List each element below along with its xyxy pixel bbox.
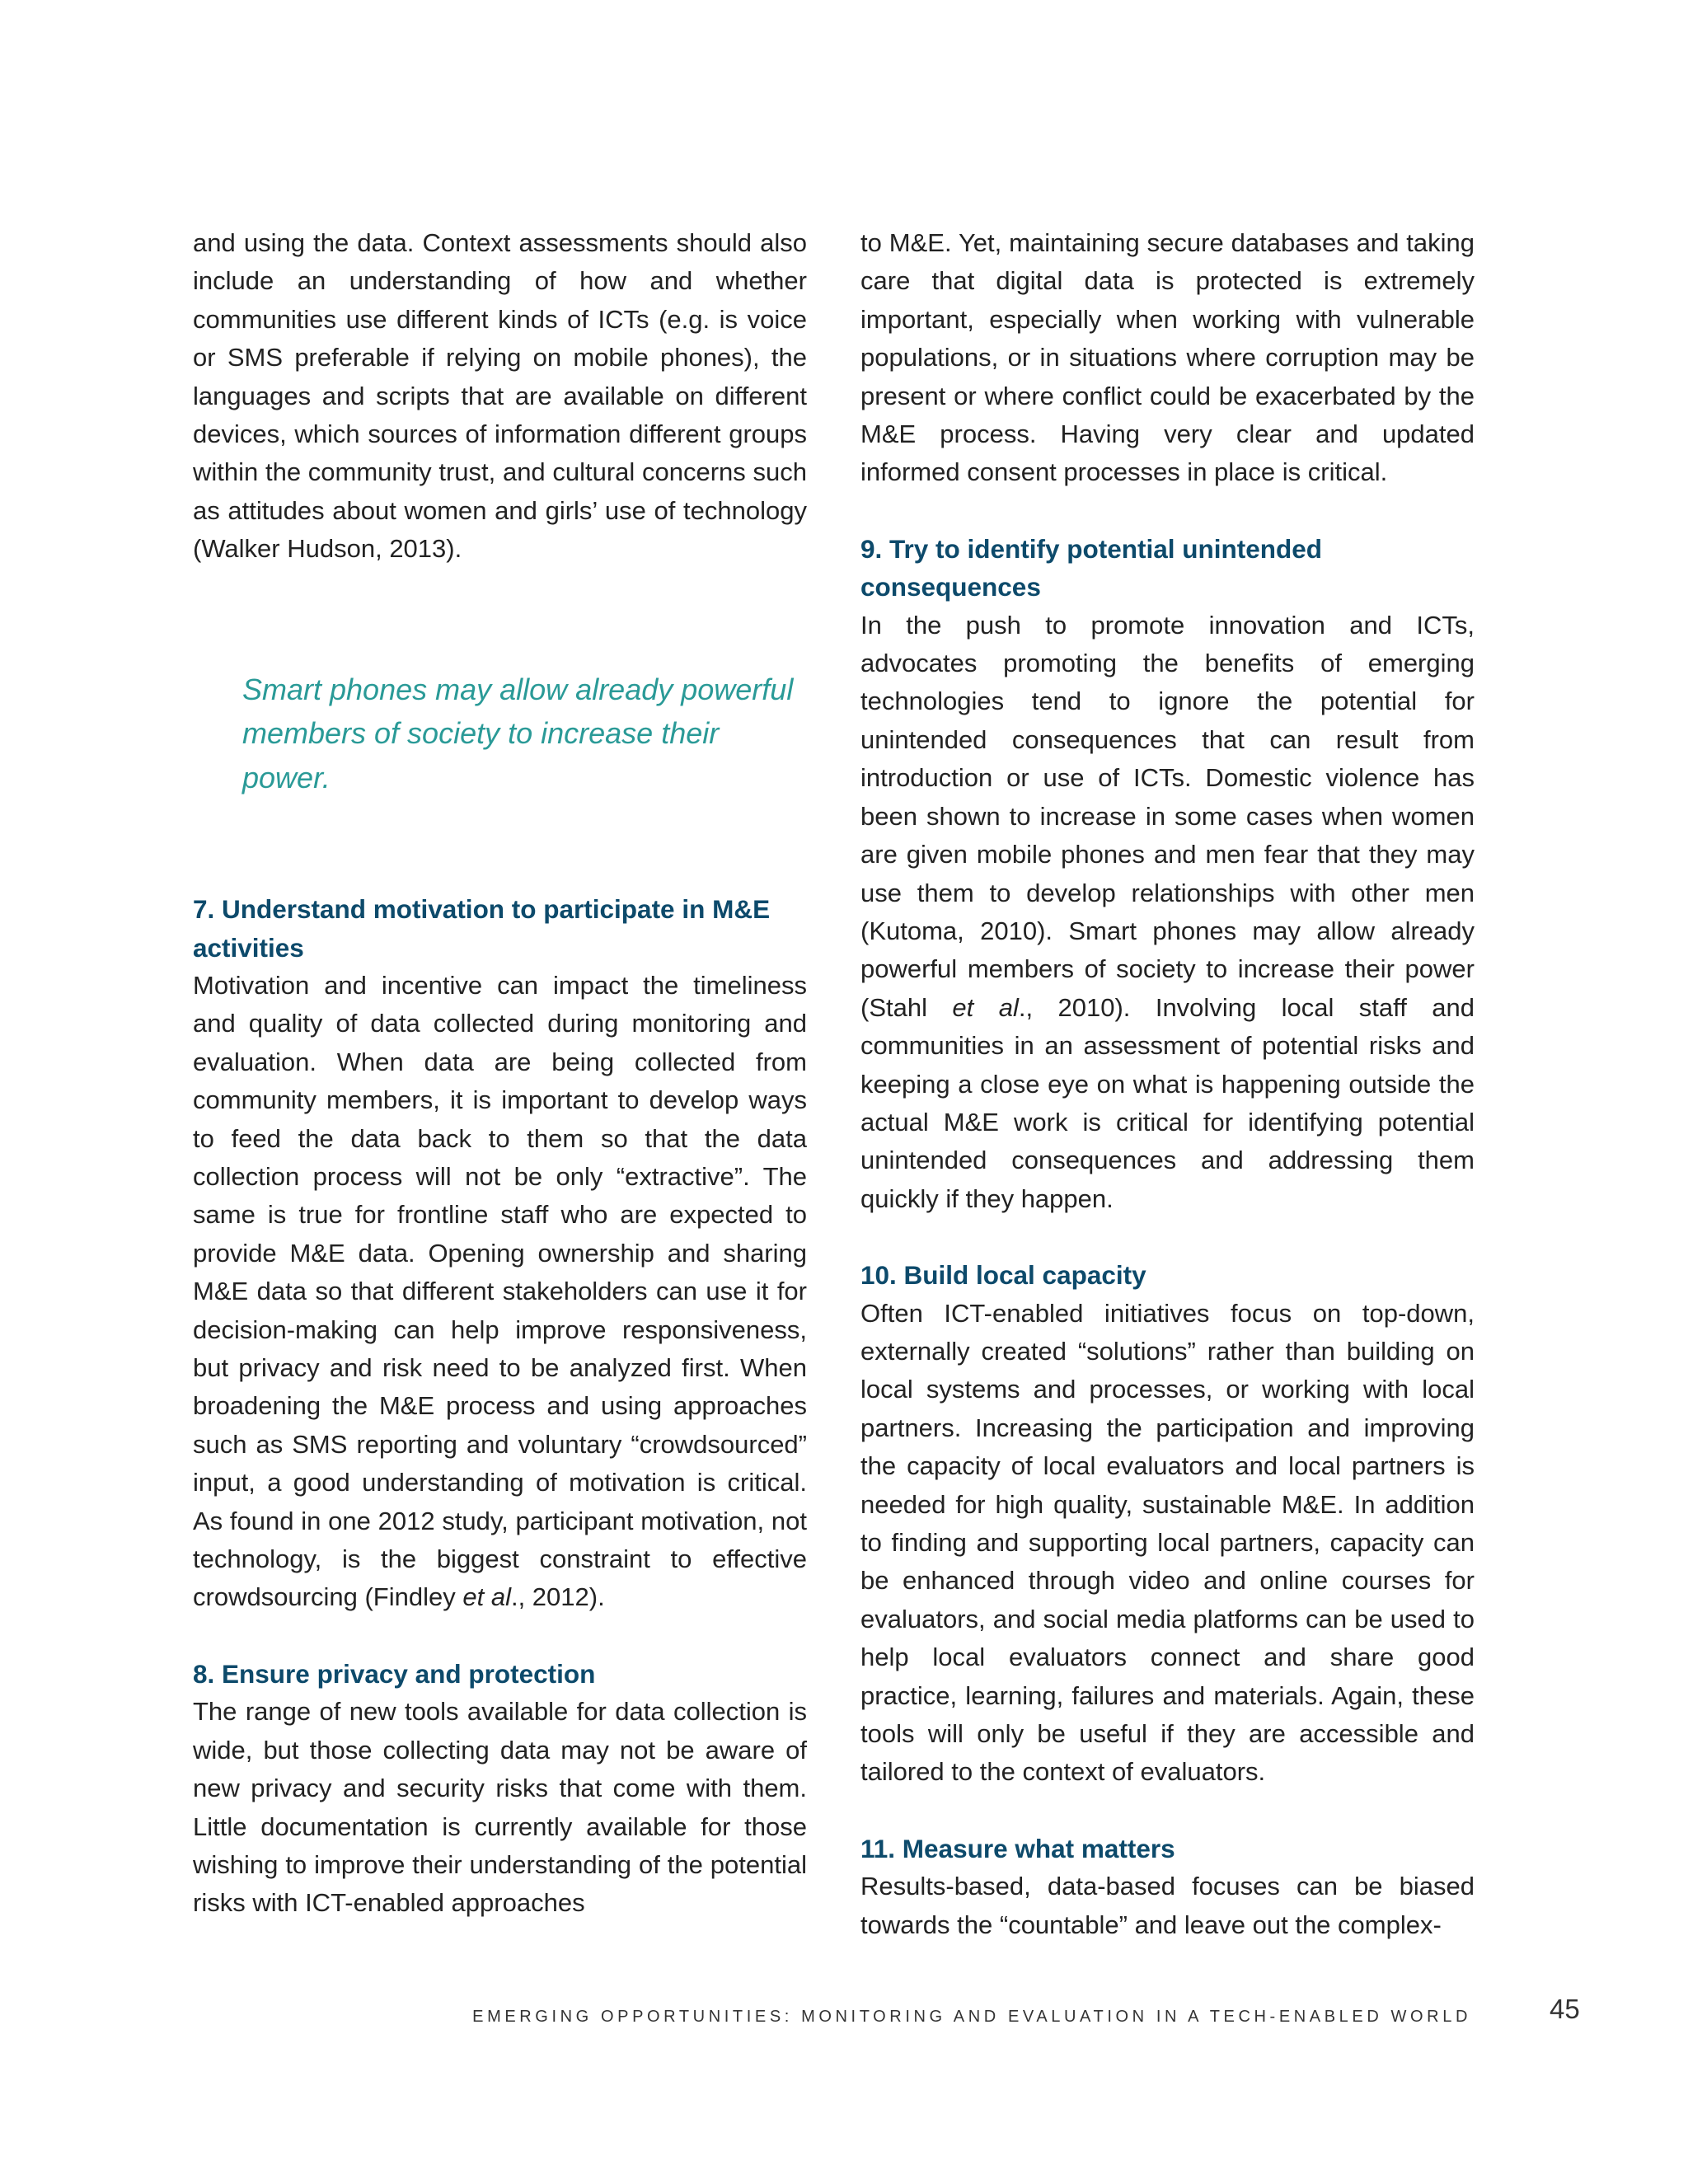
section-11-body: Results-based, data-based focuses can be biased towards the “countable” and leave out the complex-	[860, 1872, 1475, 1939]
running-footer-title: EMERGING OPPORTUNITIES: MONITORING AND EVALUATION IN A TECH-ENABLED WORLD	[472, 2008, 1471, 2026]
section-9-citation-italic: et al	[952, 992, 1019, 1022]
page-number: 45	[1550, 1994, 1580, 2024]
section-7-body-text: Motivation and incentive can impact the timeliness and quality of data collected during monitoring and evaluation. When data are being collected from community members, it is important to develop ways to feed the data back to them so that the data collection process will not be only “extractive”. The same is true for frontline staff who are expected to provide M&E data. Opening ownership and sharing M&E data so that different stakeholders can use it for decision-making can help improve responsiveness, but privacy and risk need to be analyzed first. When broadening the M&E process and using approaches such as SMS reporting and voluntary “crowdsourced” input, a good understanding of motivation is critical. As found in one 2012 study, participant motivation, not technology, is the biggest constraint to effective crowdsourcing (Findley	[193, 970, 807, 1612]
section-9-body-end: ., 2010). Involving local staff and communities in an assessment of potential risks and keeping a close eye on what is happening outside the actual M&E work is critical for identifying potential unintended consequences and addressing them quickly if they happen.	[860, 992, 1475, 1213]
section-7-body	[193, 967, 807, 1617]
section-7-heading: 7. Understand motivation to participate in M&E activities	[193, 894, 771, 963]
intro-paragraph: and using the data. Context assessments should also include an understanding of how and whether communities use different kinds of ICTs (e.g. is voice or SMS preferable if relying on mobile phones), the languages and scripts that are available on different devices, which sources of information different groups within the community trust, and cultural concerns such as attitudes about women and girls’ use of technology (Walker Hudson, 2013).	[193, 228, 807, 564]
section-10-body: Often ICT-enabled initiatives focus on top-down, externally created “solutions” rather than building on local systems and processes, or working with local partners. Increasing the participation and improving the capacity of local evaluators and local partners is needed for high quality, sustainable M&E. In addition to finding and supporting local partners, capacity can be enhanced through video and online courses for evaluators, and social media platforms can be used to help local evaluators connect and share good practice, learning, failures and materials. Again, these tools will only be useful if they are accessible and tailored to the context of evaluators.	[860, 1298, 1475, 1787]
section-10-heading: 10. Build local capacity	[860, 1260, 1146, 1291]
pull-quote: Smart phones may allow already powerful members of society to increase their power.	[242, 672, 794, 794]
right-column	[860, 224, 1475, 1944]
section-9-heading: 9. Try to identify potential unintended consequences	[860, 533, 1323, 602]
section-9-body-text: In the push to promote innovation and ICTs, advocates promoting the benefits of emerging technologies tend to ignore the potential for unintended consequences that can result from introduction or use of ICTs. Domestic violence has been shown to increase in some cases when women are given mobile phones and men fear that they may use them to develop relationships with other men (Kutoma, 2010). Smart phones may allow already powerful members of society to increase their power (Stahl	[860, 610, 1475, 1022]
continued-paragraph: to M&E. Yet, maintaining secure databases and taking care that digital data is protected is extremely important, especially when working with vulnerable populations, or in situations where corruption may be present or where conflict could be exacerbated by the M&E process. Having very clear and updated informed consent processes in place is critical.	[860, 228, 1475, 487]
section-8-body: The range of new tools available for data collection is wide, but those collecting data may not be aware of new privacy and security risks that come with them. Little documentation is currently available for those wishing to improve their understanding of the potential risks with ICT-enabled approaches	[193, 1697, 807, 1918]
section-7-citation-italic: et al	[462, 1582, 511, 1612]
section-8-heading: 8. Ensure privacy and protection	[193, 1658, 596, 1689]
section-9-body	[860, 607, 1475, 1219]
section-7-body-end: ., 2012).	[510, 1582, 605, 1612]
section-11-heading: 11. Measure what matters	[860, 1833, 1175, 1863]
left-column	[193, 224, 807, 1923]
